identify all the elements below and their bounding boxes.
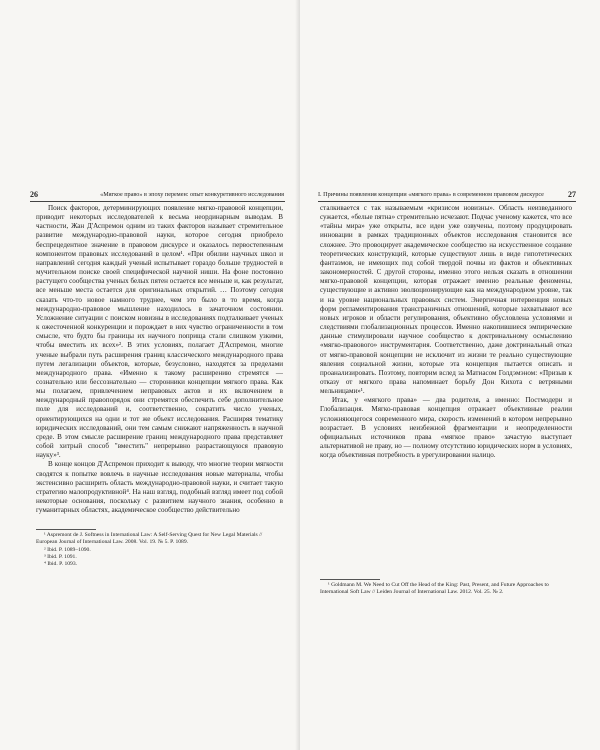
- left-paragraph: В конце концов Д'Аспремон приходит к выводу, что многие теории мягкости сводятся к попытке вовлечь в научные исследования новые материалы, чтобы экстенсивно расширить область международно-правовой науки, и считает такую стратегию малопродуктивной⁴. На наш взгляд, подобный взгляд имеет под собой некоторые основания, поскольку с развитием научного знания, особенно в гуманитарных областях, академическое сообщество действительно: [36, 460, 283, 515]
- right-footnotes: [320, 582, 572, 597]
- footnote: ² Ibid. P. 1089–1090.: [44, 546, 91, 553]
- left-footnote-rule: [36, 529, 96, 530]
- footnote: ¹ Goldmann M. We Need to Cut Off the Head of the King: Past, Present, and Future Approaches to International Soft Law // Leiden Journal of International Law. 2012. Vol. 25. № 2.: [320, 582, 549, 596]
- left-footnotes: [36, 532, 283, 568]
- right-paragraph: сталкивается с так называемым «кризисом новизны». Область неизведанного сужается, «белые пятна» стремительно исчезают. Подчас ученому кажется, что все «тайны мира» уже открыты, все идеи уже озвучены, поэтому продуцировать инновации в рамках традиционных объектов исследования становится все сложнее. Это провоцирует академическое сообщество на искусственное создание теоретических конструкций, которые существуют лишь в виде гипотетических фантазмов, не имеющих под собой твердой почвы из фактов и объективных закономерностей. С другой стороны, именно этого нельзя сказать в отношении мягко-правовой концепции, которая отражает именно реальные феномены, существующие и активно эволюционирующие как на международном уровне, так и на уровне национальных правовых систем. Энергичная интервенция новых форм регламентирования трансграничных отношений, которые захватывают все новых игроков и области регулирования, объективно обусловлена условиями и следствиями глобализационных процессов. Именно накопившиеся эмпирические данные стимулировали научное сообщество к доктринальному осмыслению «мягко-правового» инструментария. Соответственно, даже доктринальный отказ от мягко-правовой концепции не исключит из жизни те реально существующие явления социальной жизни, которые эта концепция пытается описать и проанализировать. Поэтому, повторим вслед за Матиасом Голдэмэном: «Призыв к отказу от мягкого права напоминает борьбу Дон Кихота с ветряными мельницами»¹.: [320, 204, 572, 396]
- left-paragraph: Поиск факторов, детерминирующих появление мягко-правовой концепции, приводит некоторых исследователей к весьма неординарным выводам. В частности, Жан Д'Аспремон одним из таких факторов называет стремительное развитие международно-правовой науки, которое сегодня приобрело беспрецедентное значение в правовом дискурсе и оказалось первостепенным компонентом правовых исследований в целом¹. «При обилии научных школ и направлений сегодня каждый ученый испытывает гораздо больше трудностей в мучительном поиске своей специфической научной ниши. На фоне постоянно растущего сообщества ученых белых пятен остается все меньше и, как результат, все меньше места остается для оригинальных открытий. … Поэтому сегодня сказать что-то новое намного труднее, чем это было в то время, когда международно-правовое мышление находилось в зачаточном состоянии. Усложнение ситуации с поиском новизны в исследованиях подталкивает ученых к ожесточенной конкуренции и порождает в них чувство ограниченности в том смысле, что будто бы границы их научного поприща стали слишком узкими, чтобы вместить их всех»². В этих условиях, полагает Д'Аспремон, многие ученые выбрали путь расширения границ классического международного права путем легализации объектов, которые, безусловно, находятся за пределами международного права. «Именно к такому расширению стремятся — сознательно или бессознательно — сторонники концепции мягкого права. Как мы полагаем, привлечением неправовых актов и их включением в международный правопорядок они стремятся обеспечить себе дополнительное поле для исследований и, соответственно, сократить число ученых, ориентирующихся на одни и тот же объект исследования. Расширяя тематику юридических исследований, они тем самым снижают напряженность в научной среде. В этом смысле расширение границ международного права представляет собой хитрый способ "вместить" непрерывно разрастающуюся правовую науку»³.: [36, 204, 283, 460]
- left-running-head: «Мягкое право» в эпоху перемен: опыт конкуретивного исследования: [100, 191, 284, 198]
- left-header-rule: [30, 201, 285, 202]
- right-footnote-rule: [320, 579, 380, 580]
- right-paragraph: Итак, у «мягкого права» — два родителя, а именно: Постмодерн и Глобализация. Мягко-правовая концепция отражает объективные реалии усложняющегося современного мира, скорость изменений в котором непрерывно возрастает. В условиях неизбежной фрагментации и неопределенности официальных источников права «мягкое право» зачастую выступает альтернативой не праву, но — полному отсутствию юридических норм в условиях, когда объективная потребность в урегулировании налицо.: [320, 396, 572, 460]
- right-header-rule: [318, 201, 576, 202]
- left-page-header: [30, 189, 285, 201]
- footnote: ⁴ Ibid. P. 1093.: [44, 561, 78, 568]
- left-page-number: 26: [30, 190, 38, 199]
- footnote: ¹ Aspremont de J. Softness in International Law: A Self-Serving Quest for New Legal Materials // European Journal of International Law. 2008. Vol. 19. № 5. P. 1089.: [36, 532, 263, 546]
- right-page-number: 27: [568, 190, 576, 199]
- left-body-text: [36, 204, 283, 515]
- footnote: ³ Ibid. P. 1091.: [44, 553, 77, 560]
- right-page-header: [318, 189, 576, 201]
- right-body-text: [320, 204, 572, 460]
- right-running-head: I. Причины появления концепции «мягкого права» в современном правовом дискурсе: [318, 191, 544, 198]
